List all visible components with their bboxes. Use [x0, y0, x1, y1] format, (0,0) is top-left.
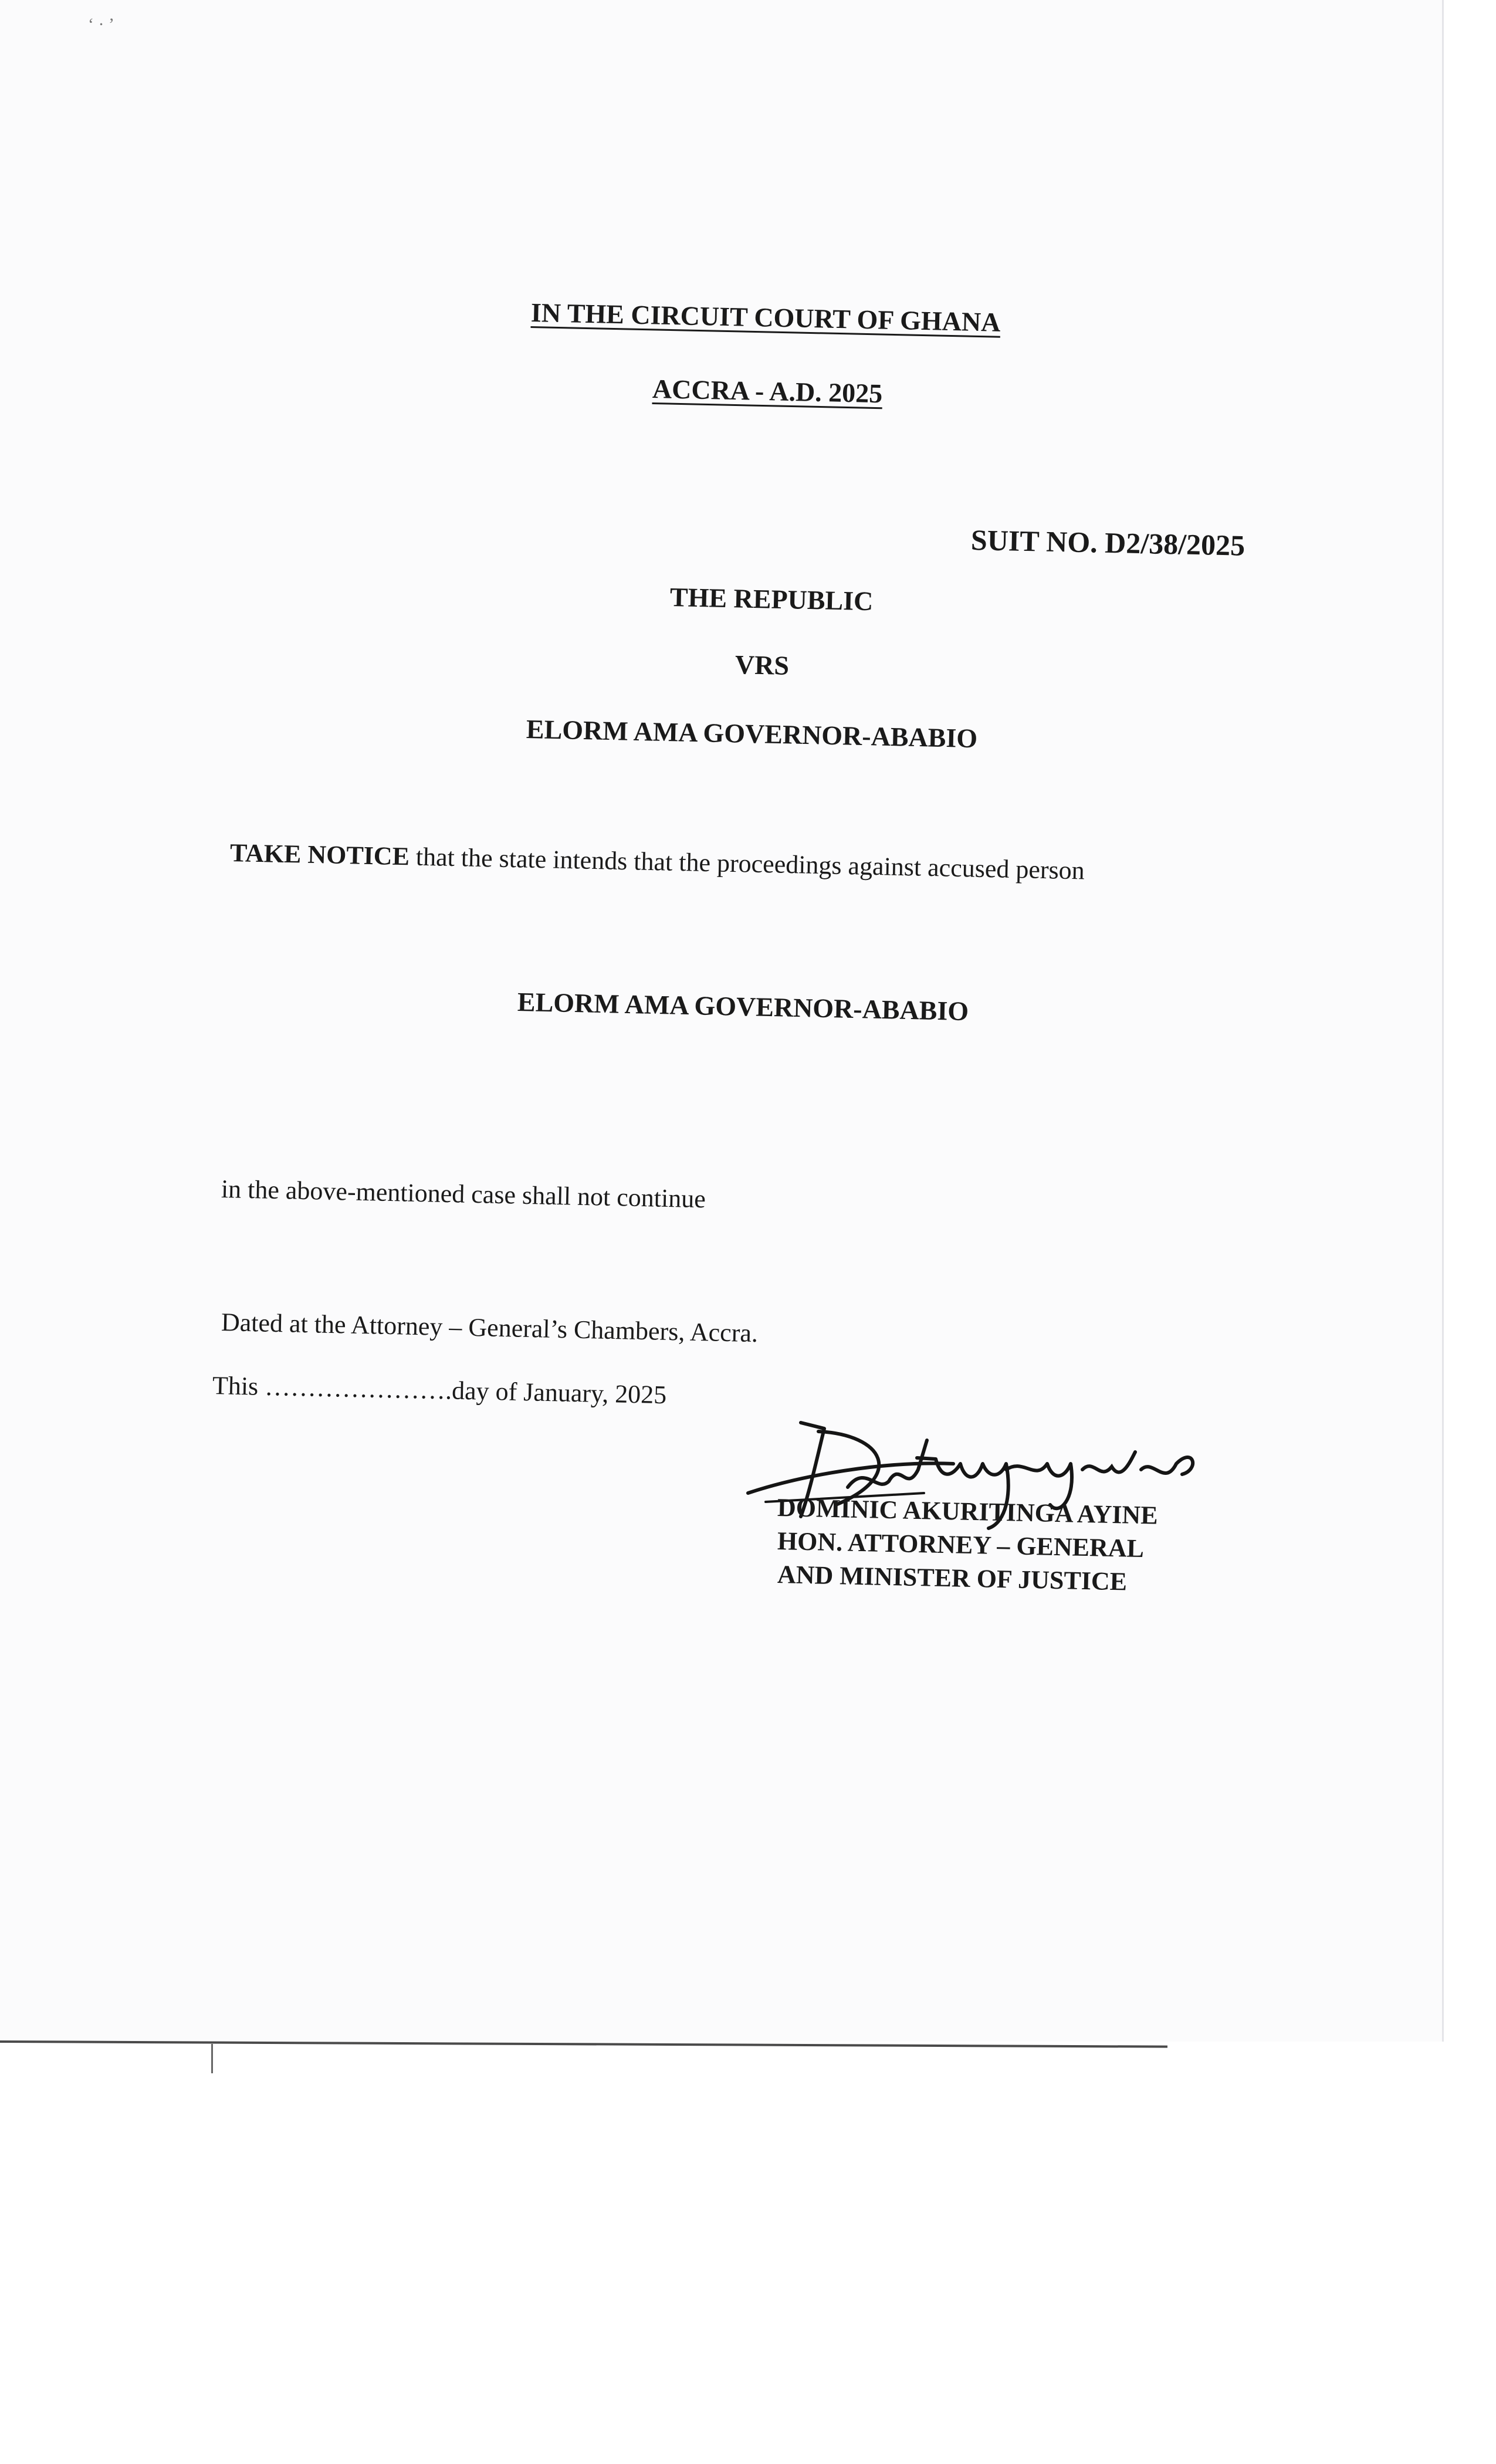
- notice-text: that the state intends that the proceedings against accused person: [409, 842, 1085, 885]
- notice-lead: TAKE NOTICE: [229, 838, 410, 871]
- signatory-office: AND MINISTER OF JUSTICE: [777, 1560, 1128, 1596]
- accused-party: ELORM AMA GOVERNOR-ABABIO: [526, 714, 978, 754]
- court-location-year: ACCRA - A.D. 2025: [652, 374, 883, 409]
- suit-number: SUIT NO. D2/38/2025: [970, 523, 1245, 562]
- dated-date-line: This ………………….day of January, 2025: [212, 1371, 667, 1410]
- scan-speck-marks: ‘ · ’: [88, 15, 114, 34]
- page-edge-tick: [211, 2044, 213, 2073]
- court-title: IN THE CIRCUIT COURT OF GHANA: [530, 297, 1001, 337]
- prosecution-party: THE REPUBLIC: [669, 582, 874, 617]
- versus-label: VRS: [735, 649, 790, 681]
- notice-accused-name: ELORM AMA GOVERNOR-ABABIO: [517, 987, 969, 1027]
- signatory-title: HON. ATTORNEY – GENERAL: [777, 1527, 1145, 1563]
- notice-continuation: in the above-mentioned case shall not continue: [221, 1175, 706, 1214]
- signatory-name: DOMINIC AKURITINGA AYINE: [777, 1493, 1159, 1530]
- dated-place: Dated at the Attorney – General’s Chambers, Accra.: [221, 1308, 759, 1348]
- notice-paragraph: [230, 840, 1085, 884]
